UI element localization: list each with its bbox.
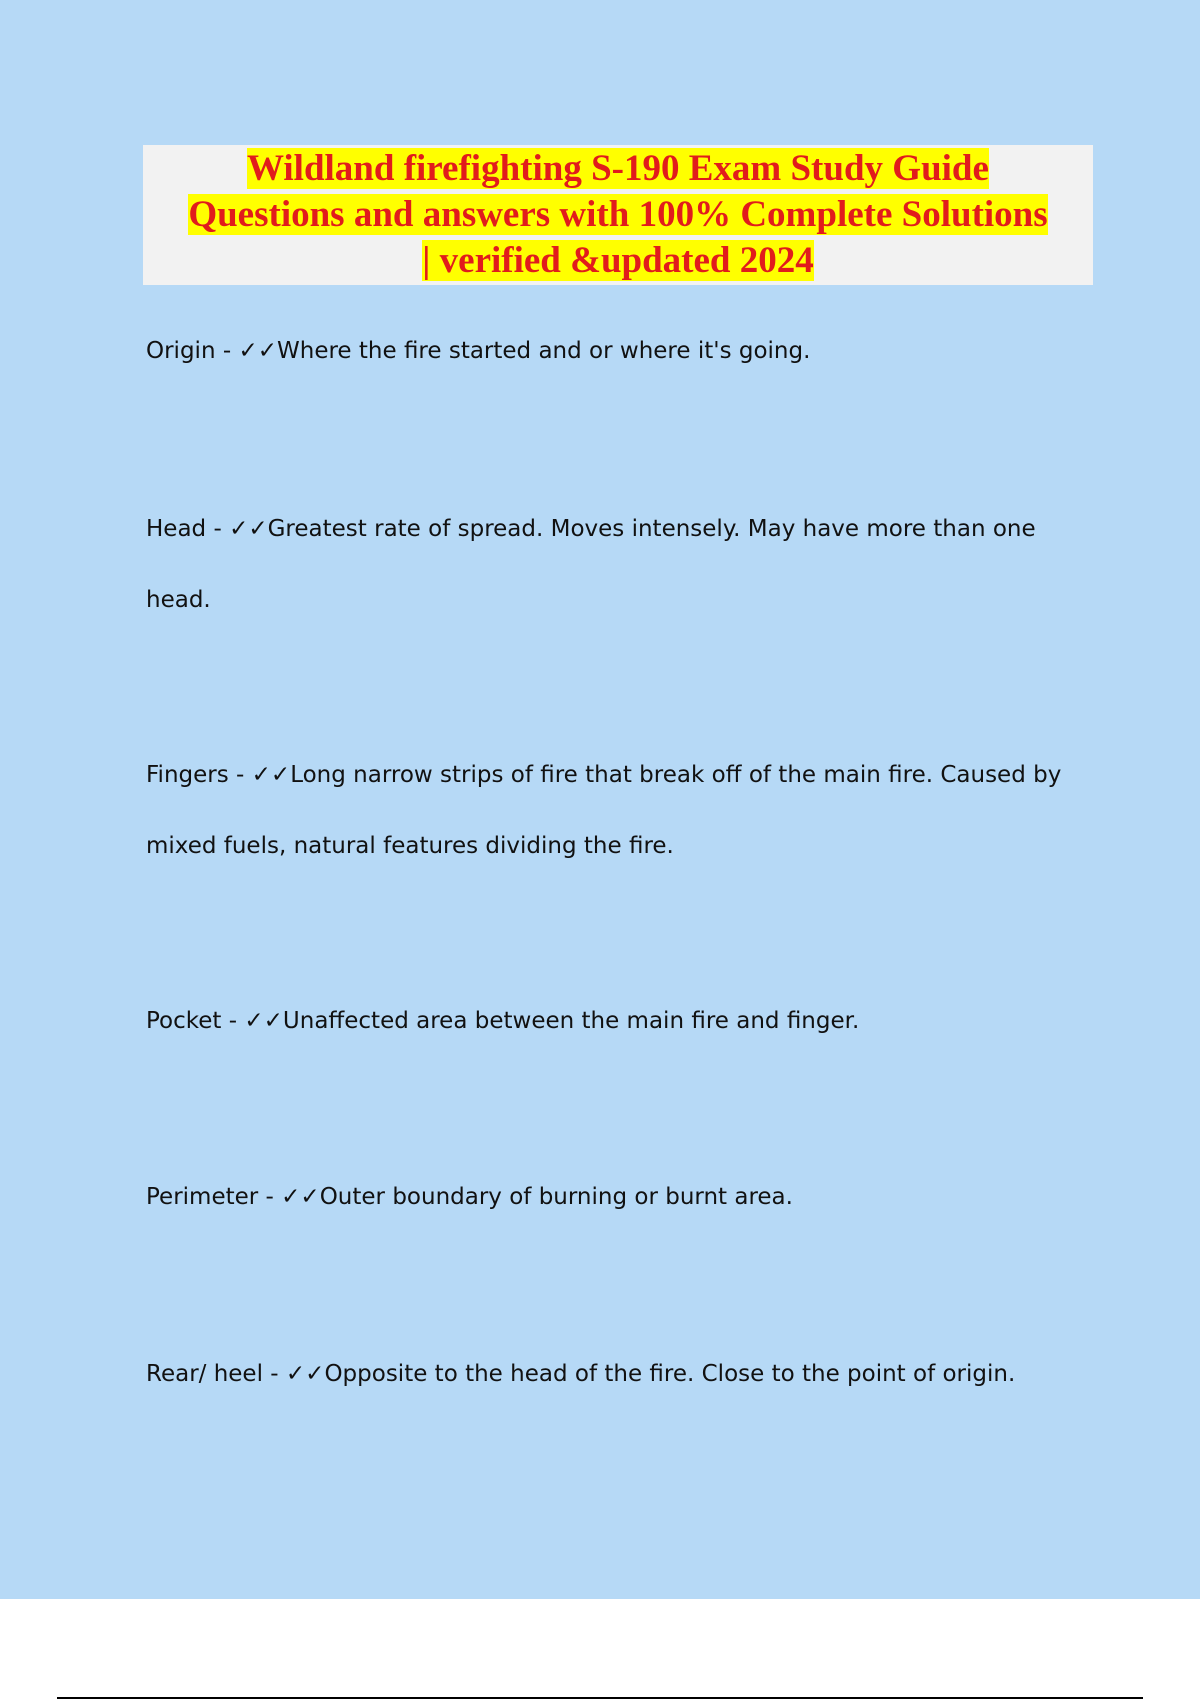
title-line-2: Questions and answers with 100% Complete Solutions [188, 194, 1048, 235]
term-entry-head [146, 494, 1086, 636]
term-entry-pocket [146, 986, 1086, 1057]
document-title [143, 146, 1093, 284]
term-entry-origin [146, 316, 1086, 387]
entry-separator: - [206, 516, 230, 542]
entry-term: Perimeter [146, 1184, 259, 1210]
entry-definition: Greatest rate of spread. Moves intensely. May have more than one head. [146, 516, 1036, 613]
title-box [143, 145, 1093, 285]
bottom-divider [57, 1697, 1143, 1699]
entry-definition: Opposite to the head of the fire. Close to the point of origin. [324, 1361, 1016, 1387]
title-line-3: | verified &updated 2024 [422, 240, 814, 281]
check-mark-icon: ✓✓ [238, 338, 277, 364]
term-entry-rear-heel [146, 1339, 1086, 1410]
entry-term: Pocket [146, 1008, 222, 1034]
entry-definition: Unaffected area between the main fire and finger. [282, 1008, 860, 1034]
entry-term: Head [146, 516, 207, 542]
entry-definition: Long narrow strips of fire that break off of the main fire. Caused by mixed fuels, natural features dividing the fire. [146, 762, 1062, 859]
entry-term: Rear/ heel [146, 1361, 263, 1387]
check-mark-icon: ✓✓ [251, 762, 291, 788]
check-mark-icon: ✓✓ [281, 1184, 320, 1210]
entry-definition: Outer boundary of burning or burnt area. [319, 1184, 793, 1210]
entry-separator: - [262, 1361, 286, 1387]
entry-term: Origin [146, 338, 216, 364]
check-mark-icon: ✓✓ [285, 1361, 325, 1387]
entry-term: Fingers [146, 762, 229, 788]
entry-separator: - [215, 338, 239, 364]
entry-definition: Where the fire started and or where it's going. [277, 338, 811, 364]
entry-separator: - [221, 1008, 245, 1034]
term-entry-perimeter [146, 1162, 1086, 1233]
term-entry-fingers [146, 740, 1086, 882]
entry-separator: - [228, 762, 252, 788]
title-line-1: Wildland firefighting S-190 Exam Study Guide [247, 148, 989, 189]
check-mark-icon: ✓✓ [244, 1008, 283, 1034]
entry-separator: - [258, 1184, 282, 1210]
check-mark-icon: ✓✓ [229, 516, 268, 542]
